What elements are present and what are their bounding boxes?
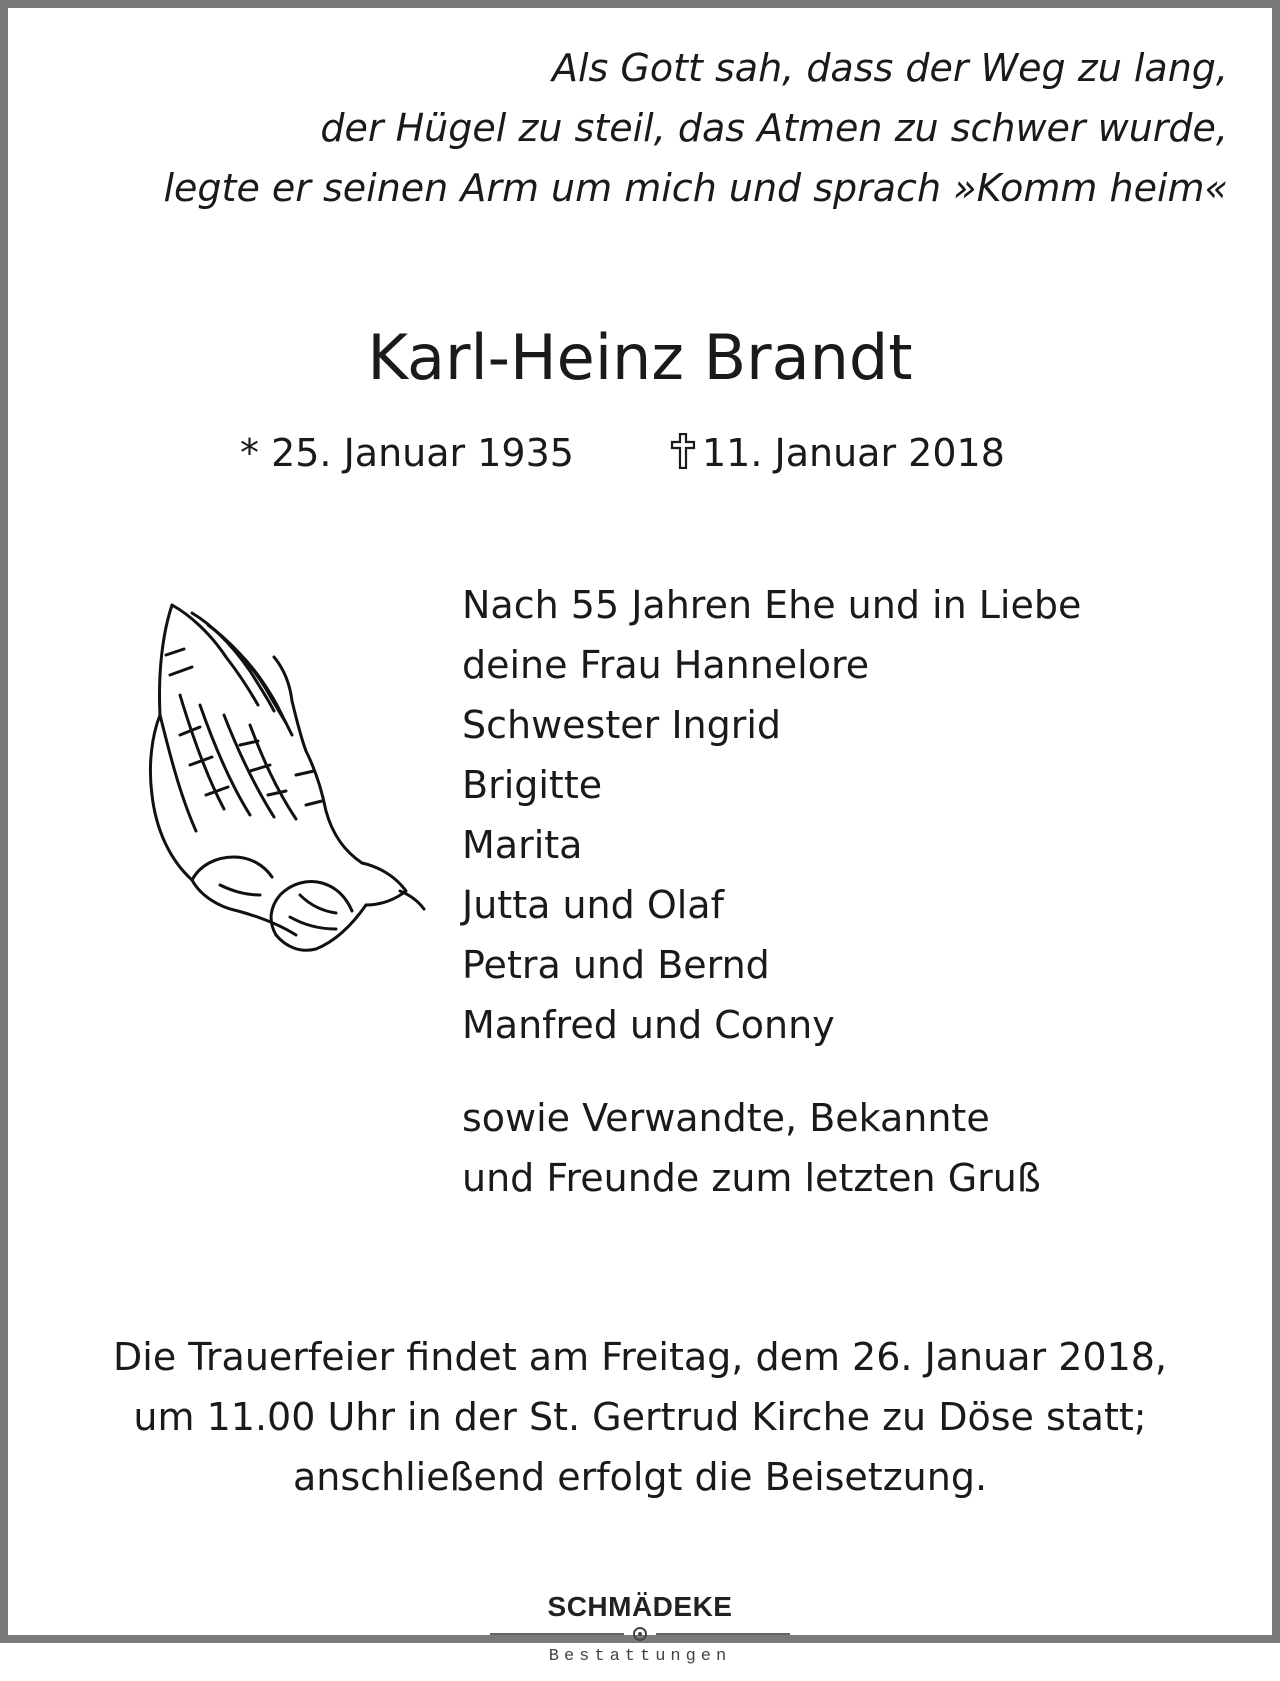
mourner-line: Manfred und Conny: [462, 1003, 835, 1047]
logo-name: SCHMÄDEKE: [547, 1591, 733, 1622]
poem: [163, 38, 1228, 218]
mourner-line: Brigitte: [462, 763, 603, 807]
mourners-list: [462, 575, 1081, 1055]
mourner-line: deine Frau Hannelore: [462, 643, 870, 687]
mourner-line: Petra und Bernd: [462, 943, 770, 987]
mourner-line: Marita: [462, 823, 583, 867]
mourner-line: Nach 55 Jahren Ehe und in Liebe: [462, 583, 1082, 627]
mourner-line: Schwester Ingrid: [462, 703, 782, 747]
logo-subtitle: Bestattungen: [548, 1647, 732, 1666]
cross-icon: [670, 433, 696, 469]
poem-line: Als Gott sah, dass der Weg zu lang,: [551, 46, 1228, 90]
service-line: um 11.00 Uhr in der St. Gertrud Kirche zu Döse statt;: [133, 1395, 1147, 1439]
relatives-note: [462, 1088, 1041, 1208]
poem-line: der Hügel zu steil, das Atmen zu schwer wurde,: [320, 106, 1228, 150]
relatives-line: sowie Verwandte, Bekannte: [462, 1096, 990, 1140]
birth-date: * 25. Januar 1935: [240, 431, 574, 475]
service-line: Die Trauerfeier findet am Freitag, dem 26. Januar 2018,: [113, 1335, 1167, 1379]
poem-line: legte er seinen Arm um mich und sprach »Komm heim«: [163, 166, 1228, 210]
mourner-line: Jutta und Olaf: [462, 883, 724, 927]
deceased-name: Karl-Heinz Brandt: [367, 321, 913, 394]
relatives-line: und Freunde zum letzten Gruß: [462, 1156, 1041, 1200]
service-info: [0, 1327, 1280, 1507]
funeral-home-logo: [0, 1590, 1280, 1668]
service-line: anschließend erfolgt die Beisetzung.: [292, 1455, 988, 1499]
death-date: 11. Januar 2018: [702, 431, 1005, 475]
praying-hands-icon: [100, 595, 440, 965]
death-date-line: [670, 428, 1005, 478]
logo-divider-icon: [490, 1626, 790, 1642]
